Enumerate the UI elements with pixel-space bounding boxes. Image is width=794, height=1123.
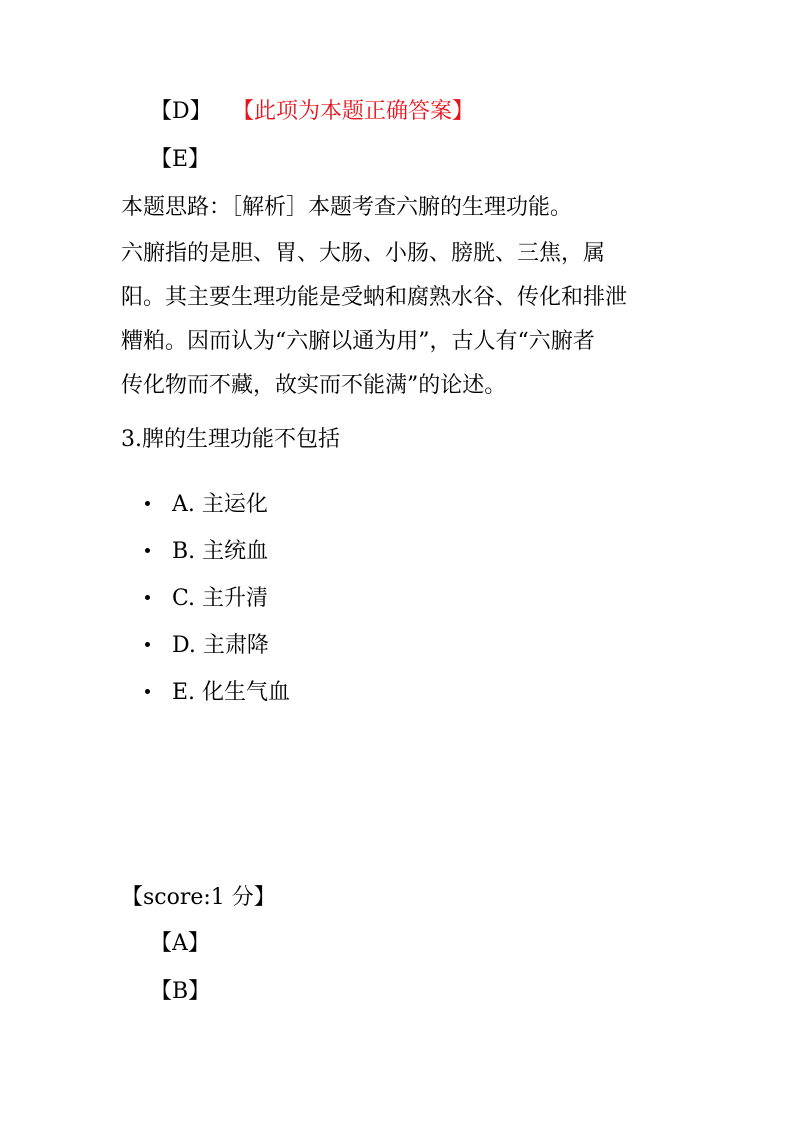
- option-d-label: 【D】: [150, 99, 212, 124]
- explanation-line: 传化物而不藏，故实而不能满”的论述。: [121, 373, 507, 398]
- question-title: 3.脾的生理功能不包括: [121, 427, 340, 452]
- bullet-icon: [145, 642, 150, 647]
- bullet-icon: [145, 595, 150, 600]
- option-b[interactable]: [145, 537, 268, 567]
- score-label: 【score:1 分】: [121, 885, 276, 910]
- option-text: B. 主统血: [172, 539, 269, 564]
- bullet-icon: [145, 501, 150, 506]
- option-a[interactable]: [145, 490, 268, 520]
- option-e[interactable]: [145, 678, 290, 708]
- option-e-label: 【E】: [150, 147, 211, 172]
- bullet-icon: [145, 548, 150, 553]
- explanation-line: 六腑指的是胆、胃、大肠、小肠、膀胱、三焦，属: [121, 241, 606, 266]
- correct-answer-marker: 【此项为本题正确答案】: [232, 99, 475, 124]
- answer-b-label: 【B】: [150, 979, 211, 1004]
- explanation-heading: 本题思路：［解析］本题考查六腑的生理功能。: [121, 195, 573, 220]
- option-d[interactable]: [145, 631, 269, 661]
- option-c[interactable]: [145, 584, 268, 614]
- explanation-line: 糟粕。因而认为“六腑以通为用”，古人有“六腑者: [121, 329, 595, 354]
- explanation-line: 阳。其主要生理功能是受蚋和腐熟水谷、传化和排泄: [121, 285, 628, 310]
- bullet-icon: [145, 689, 150, 694]
- option-text: D. 主肃降: [172, 633, 269, 658]
- option-text: E. 化生气血: [172, 680, 291, 705]
- option-text: C. 主升清: [172, 586, 269, 611]
- answer-a-label: 【A】: [150, 931, 210, 956]
- explanation-body: [121, 232, 681, 408]
- option-text: A. 主运化: [172, 492, 268, 517]
